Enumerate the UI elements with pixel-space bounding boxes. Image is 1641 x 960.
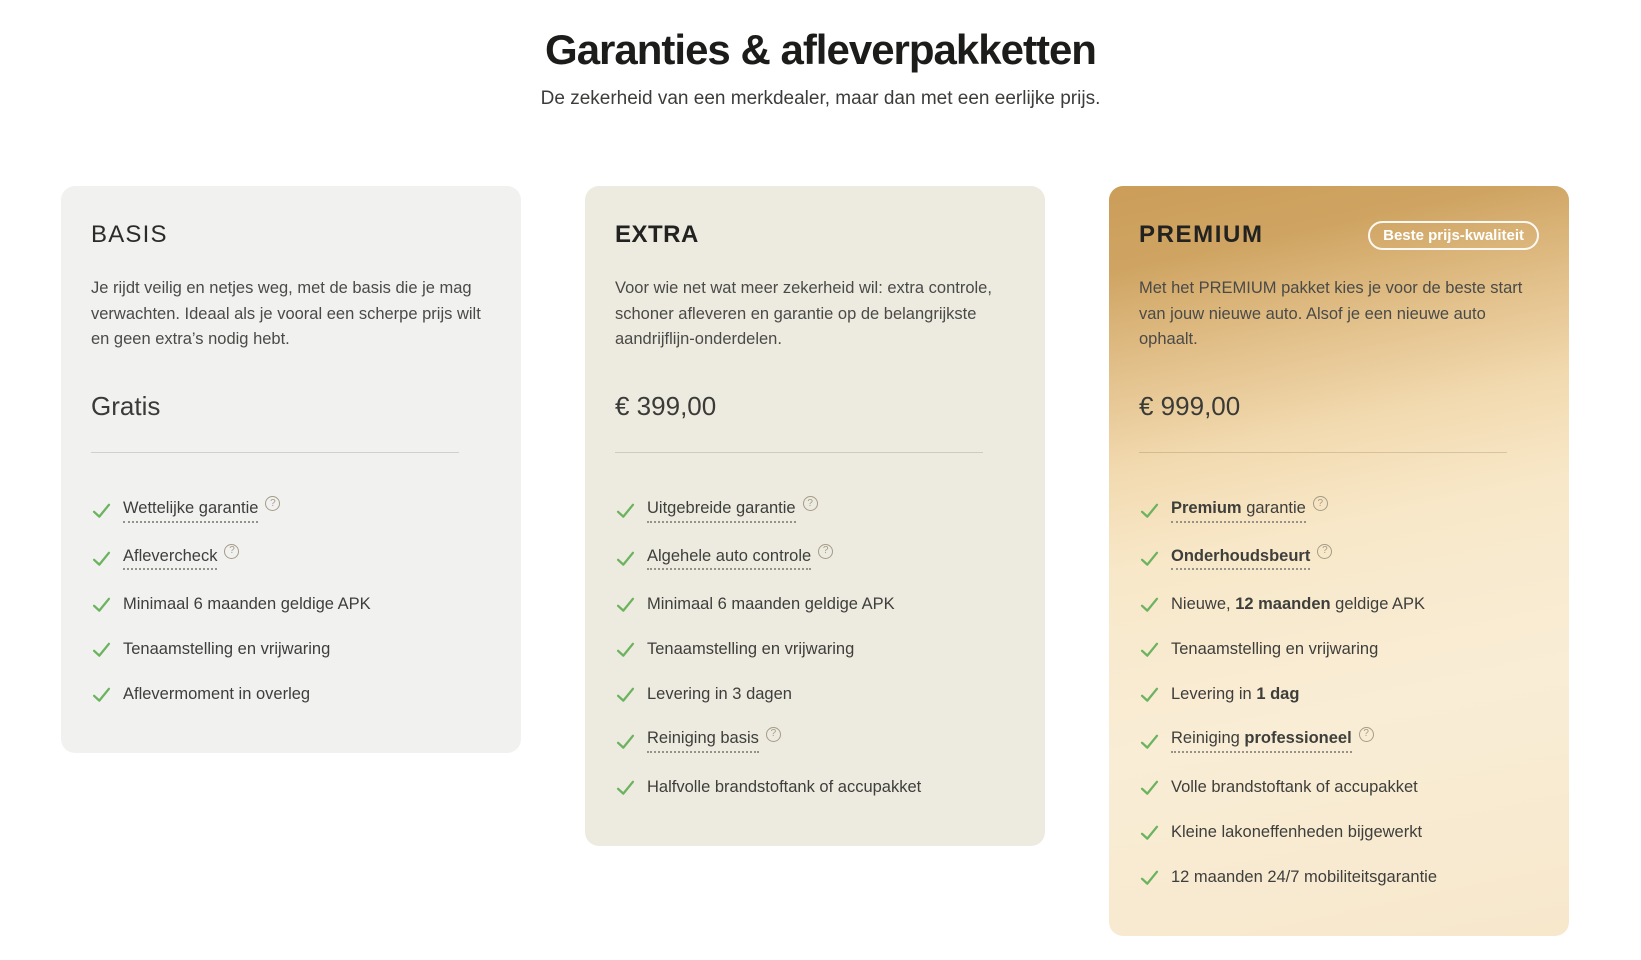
feature-text-segment: Tenaamstelling en vrijwaring bbox=[123, 639, 331, 658]
feature-label bbox=[1171, 685, 1299, 705]
check-icon bbox=[91, 500, 112, 521]
check-icon bbox=[1139, 867, 1160, 888]
check-icon bbox=[615, 639, 636, 660]
check-icon bbox=[615, 684, 636, 705]
feature-label bbox=[647, 640, 854, 660]
card-price: € 999,00 bbox=[1139, 390, 1241, 421]
feature-text-segment: Levering in 3 dagen bbox=[647, 684, 792, 703]
feature-label bbox=[1171, 640, 1378, 660]
feature-text-segment: Volle brandstoftank of accupakket bbox=[1171, 777, 1418, 796]
feature-text-segment: professioneel bbox=[1244, 729, 1352, 748]
check-icon bbox=[615, 594, 636, 615]
best-value-badge: Beste prijs-kwaliteit bbox=[1368, 221, 1539, 250]
check-icon bbox=[1139, 822, 1160, 843]
help-icon[interactable]: ? bbox=[766, 727, 781, 742]
feature-item bbox=[615, 777, 1015, 798]
feature-text-segment: Minimaal 6 maanden geldige APK bbox=[647, 594, 895, 613]
card-header bbox=[91, 220, 491, 250]
help-icon[interactable]: ? bbox=[1313, 496, 1328, 511]
divider bbox=[1139, 452, 1507, 453]
check-icon bbox=[615, 777, 636, 798]
feature-text-segment: Aflevercheck bbox=[123, 546, 218, 565]
feature-label bbox=[647, 595, 895, 615]
feature-text-segment: Levering in bbox=[1171, 684, 1257, 703]
check-icon bbox=[1139, 684, 1160, 705]
help-icon[interactable]: ? bbox=[1359, 727, 1374, 742]
feature-item bbox=[1139, 822, 1539, 843]
card-description: Voor wie net wat meer zekerheid wil: extra controle, schoner afleveren en garantie op de belangrijkste aandrijflijn-onderdelen. bbox=[615, 279, 992, 349]
feature-text-segment: Onderhoudsbeurt bbox=[1171, 546, 1311, 565]
package-cards-row bbox=[0, 186, 1641, 936]
card-header bbox=[1139, 220, 1539, 250]
feature-label[interactable] bbox=[1171, 547, 1310, 571]
feature-text-segment: Premium bbox=[1171, 498, 1242, 517]
feature-text-segment: garantie bbox=[1241, 498, 1306, 517]
feature-text-segment: 1 dag bbox=[1256, 684, 1300, 703]
check-icon bbox=[615, 500, 636, 521]
feature-label[interactable] bbox=[647, 547, 811, 571]
feature-text-segment: Algehele auto controle bbox=[647, 546, 812, 565]
check-icon bbox=[1139, 639, 1160, 660]
check-icon bbox=[1139, 500, 1160, 521]
feature-text-segment: Kleine lakoneffenheden bijgewerkt bbox=[1171, 822, 1423, 841]
help-icon[interactable]: ? bbox=[265, 496, 280, 511]
feature-item bbox=[91, 594, 491, 615]
feature-text-segment: Wettelijke garantie bbox=[123, 498, 259, 517]
card-basis bbox=[61, 186, 521, 753]
card-description: Je rijdt veilig en netjes weg, met de basis die je mag verwachten. Ideaal als je vooral een scherpe prijs wilt en geen extra’s nodig hebt. bbox=[91, 279, 481, 349]
feature-item bbox=[91, 547, 491, 571]
feature-item bbox=[1139, 684, 1539, 705]
feature-item bbox=[1139, 547, 1539, 571]
feature-item bbox=[615, 639, 1015, 660]
feature-item bbox=[615, 547, 1015, 571]
feature-text-segment: Tenaamstelling en vrijwaring bbox=[647, 639, 855, 658]
feature-label[interactable] bbox=[647, 729, 759, 753]
card-premium bbox=[1109, 186, 1569, 936]
help-icon[interactable]: ? bbox=[224, 544, 239, 559]
feature-text-segment: Aflevermoment in overleg bbox=[123, 684, 311, 703]
feature-text-segment: Nieuwe, bbox=[1171, 594, 1236, 613]
feature-label[interactable] bbox=[1171, 729, 1352, 753]
feature-text-segment: Tenaamstelling en vrijwaring bbox=[1171, 639, 1379, 658]
help-icon[interactable]: ? bbox=[818, 544, 833, 559]
feature-label bbox=[647, 685, 792, 705]
page-title: Garanties & afleverpakketten bbox=[545, 26, 1096, 73]
feature-item bbox=[1139, 867, 1539, 888]
page-subtitle: De zekerheid van een merkdealer, maar dan met een eerlijke prijs. bbox=[540, 88, 1101, 110]
check-icon bbox=[1139, 548, 1160, 569]
feature-item bbox=[615, 594, 1015, 615]
feature-label bbox=[1171, 868, 1437, 888]
feature-item bbox=[615, 499, 1015, 523]
card-price: € 399,00 bbox=[615, 390, 717, 421]
feature-item bbox=[91, 684, 491, 705]
section-header bbox=[0, 28, 1641, 110]
feature-item bbox=[91, 499, 491, 523]
feature-text-segment: Halfvolle brandstoftank of accupakket bbox=[647, 777, 922, 796]
feature-label[interactable] bbox=[1171, 499, 1306, 523]
check-icon bbox=[615, 548, 636, 569]
check-icon bbox=[91, 639, 112, 660]
feature-list bbox=[1139, 499, 1539, 888]
check-icon bbox=[1139, 731, 1160, 752]
feature-item bbox=[1139, 777, 1539, 798]
feature-label[interactable] bbox=[123, 547, 217, 571]
feature-label bbox=[123, 685, 310, 705]
card-title: PREMIUM bbox=[1139, 221, 1264, 249]
feature-label bbox=[1171, 823, 1422, 843]
feature-text-segment: Uitgebreide garantie bbox=[647, 498, 796, 517]
check-icon bbox=[615, 731, 636, 752]
card-extra bbox=[585, 186, 1045, 846]
divider bbox=[91, 452, 459, 453]
card-header bbox=[615, 220, 1015, 250]
feature-item bbox=[1139, 499, 1539, 523]
check-icon bbox=[1139, 594, 1160, 615]
feature-text-segment: Reiniging basis bbox=[647, 729, 759, 748]
feature-item bbox=[1139, 639, 1539, 660]
check-icon bbox=[91, 684, 112, 705]
feature-label bbox=[123, 640, 330, 660]
feature-label bbox=[1171, 778, 1418, 798]
card-price: Gratis bbox=[91, 390, 161, 421]
help-icon[interactable]: ? bbox=[803, 496, 818, 511]
feature-text-segment: 12 maanden bbox=[1235, 594, 1331, 613]
feature-list bbox=[615, 499, 1015, 798]
feature-item bbox=[91, 639, 491, 660]
feature-item bbox=[615, 729, 1015, 753]
card-description: Met het PREMIUM pakket kies je voor de beste start van jouw nieuwe auto. Alsof je een nieuwe auto ophaalt. bbox=[1139, 279, 1523, 349]
feature-item bbox=[1139, 729, 1539, 753]
card-title: EXTRA bbox=[615, 221, 699, 249]
card-title: BASIS bbox=[91, 221, 168, 249]
feature-label bbox=[1171, 595, 1425, 615]
feature-text-segment: Reiniging bbox=[1171, 729, 1245, 748]
feature-text-segment: geldige APK bbox=[1330, 594, 1426, 613]
check-icon bbox=[91, 594, 112, 615]
check-icon bbox=[91, 548, 112, 569]
feature-text-segment: 12 maanden 24/7 mobiliteitsgarantie bbox=[1171, 867, 1438, 886]
feature-label bbox=[647, 778, 921, 798]
feature-label bbox=[123, 595, 371, 615]
feature-item bbox=[615, 684, 1015, 705]
feature-label[interactable] bbox=[647, 499, 796, 523]
divider bbox=[615, 452, 983, 453]
feature-item bbox=[1139, 594, 1539, 615]
feature-list bbox=[91, 499, 491, 706]
help-icon[interactable]: ? bbox=[1317, 544, 1332, 559]
feature-text-segment: Minimaal 6 maanden geldige APK bbox=[123, 594, 371, 613]
feature-label[interactable] bbox=[123, 499, 258, 523]
check-icon bbox=[1139, 777, 1160, 798]
